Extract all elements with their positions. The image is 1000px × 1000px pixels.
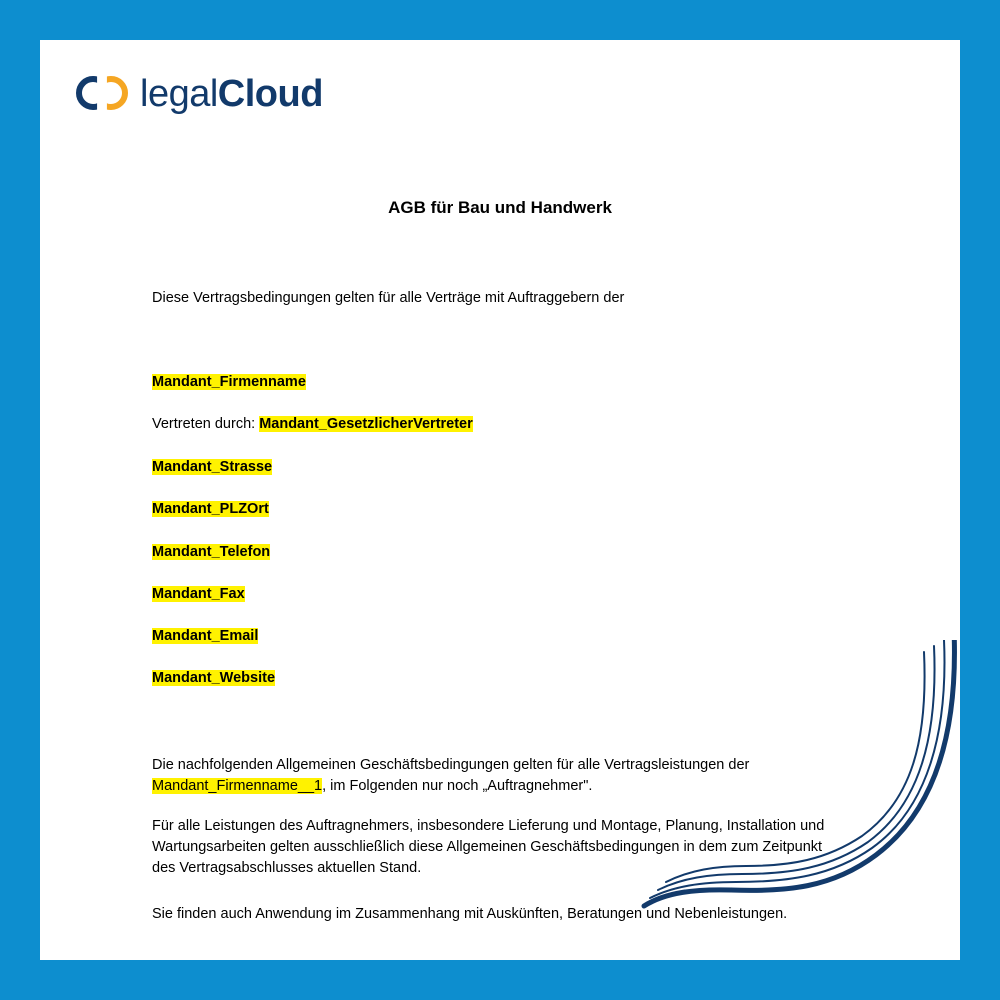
body-paragraph-1	[152, 755, 852, 797]
field-line-vertreter	[152, 416, 473, 432]
field-line-strasse	[152, 459, 272, 475]
document-page	[40, 40, 960, 960]
body-paragraph-2: Für alle Leistungen des Auftragnehmers, insbesondere Lieferung und Montage, Planung, Installation und Wartungsarbeiten gelten ausschließlich diese Allgemeinen Geschäftsbedingungen in dem zum Zeitpunkt des Vertragsabschlusses aktuellen Stand.	[152, 818, 825, 877]
field-line-website	[152, 670, 275, 686]
placeholder-mandant-website: Mandant_Website	[152, 670, 276, 686]
placeholder-mandant-gesetzlichervertreter: Mandant_GesetzlicherVertreter	[259, 416, 473, 432]
placeholder-mandant-firmenname: Mandant_Firmenname	[152, 374, 306, 390]
placeholder-mandant-plzort: Mandant_PLZOrt	[152, 501, 269, 517]
intro-paragraph: Diese Vertragsbedingungen gelten für alle Verträge mit Auftraggebern der	[152, 290, 625, 306]
body-paragraph-1-tail: , im Folgenden nur noch „Auftragnehmer".	[322, 778, 593, 795]
logo-word-cloud: Cloud	[217, 73, 323, 115]
field-line-telefon	[152, 544, 270, 560]
field-line-firmenname	[152, 374, 306, 390]
body-paragraph-3: Sie finden auch Anwendung im Zusammenhang mit Auskünften, Beratungen und Nebenleistungen.	[152, 906, 788, 922]
label-vertreten-durch: Vertreten durch:	[152, 416, 260, 432]
body-paragraph-1-lead: Die nachfolgenden Allgemeinen Geschäftsbedingungen gelten für alle Vertragsleistungen der	[152, 757, 750, 773]
placeholder-mandant-fax: Mandant_Fax	[152, 586, 245, 602]
placeholder-mandant-firmenname-1: Mandant_Firmenname__1	[152, 778, 323, 795]
placeholder-mandant-email: Mandant_Email	[152, 628, 259, 644]
placeholder-mandant-telefon: Mandant_Telefon	[152, 544, 271, 560]
document-title: AGB für Bau und Handwerk	[388, 198, 612, 217]
field-line-email	[152, 628, 258, 644]
placeholder-mandant-strasse: Mandant_Strasse	[152, 459, 273, 475]
logo-word-legal: legal	[140, 73, 218, 115]
field-line-plzort	[152, 501, 269, 517]
field-line-fax	[152, 586, 245, 602]
document-content	[40, 40, 960, 960]
